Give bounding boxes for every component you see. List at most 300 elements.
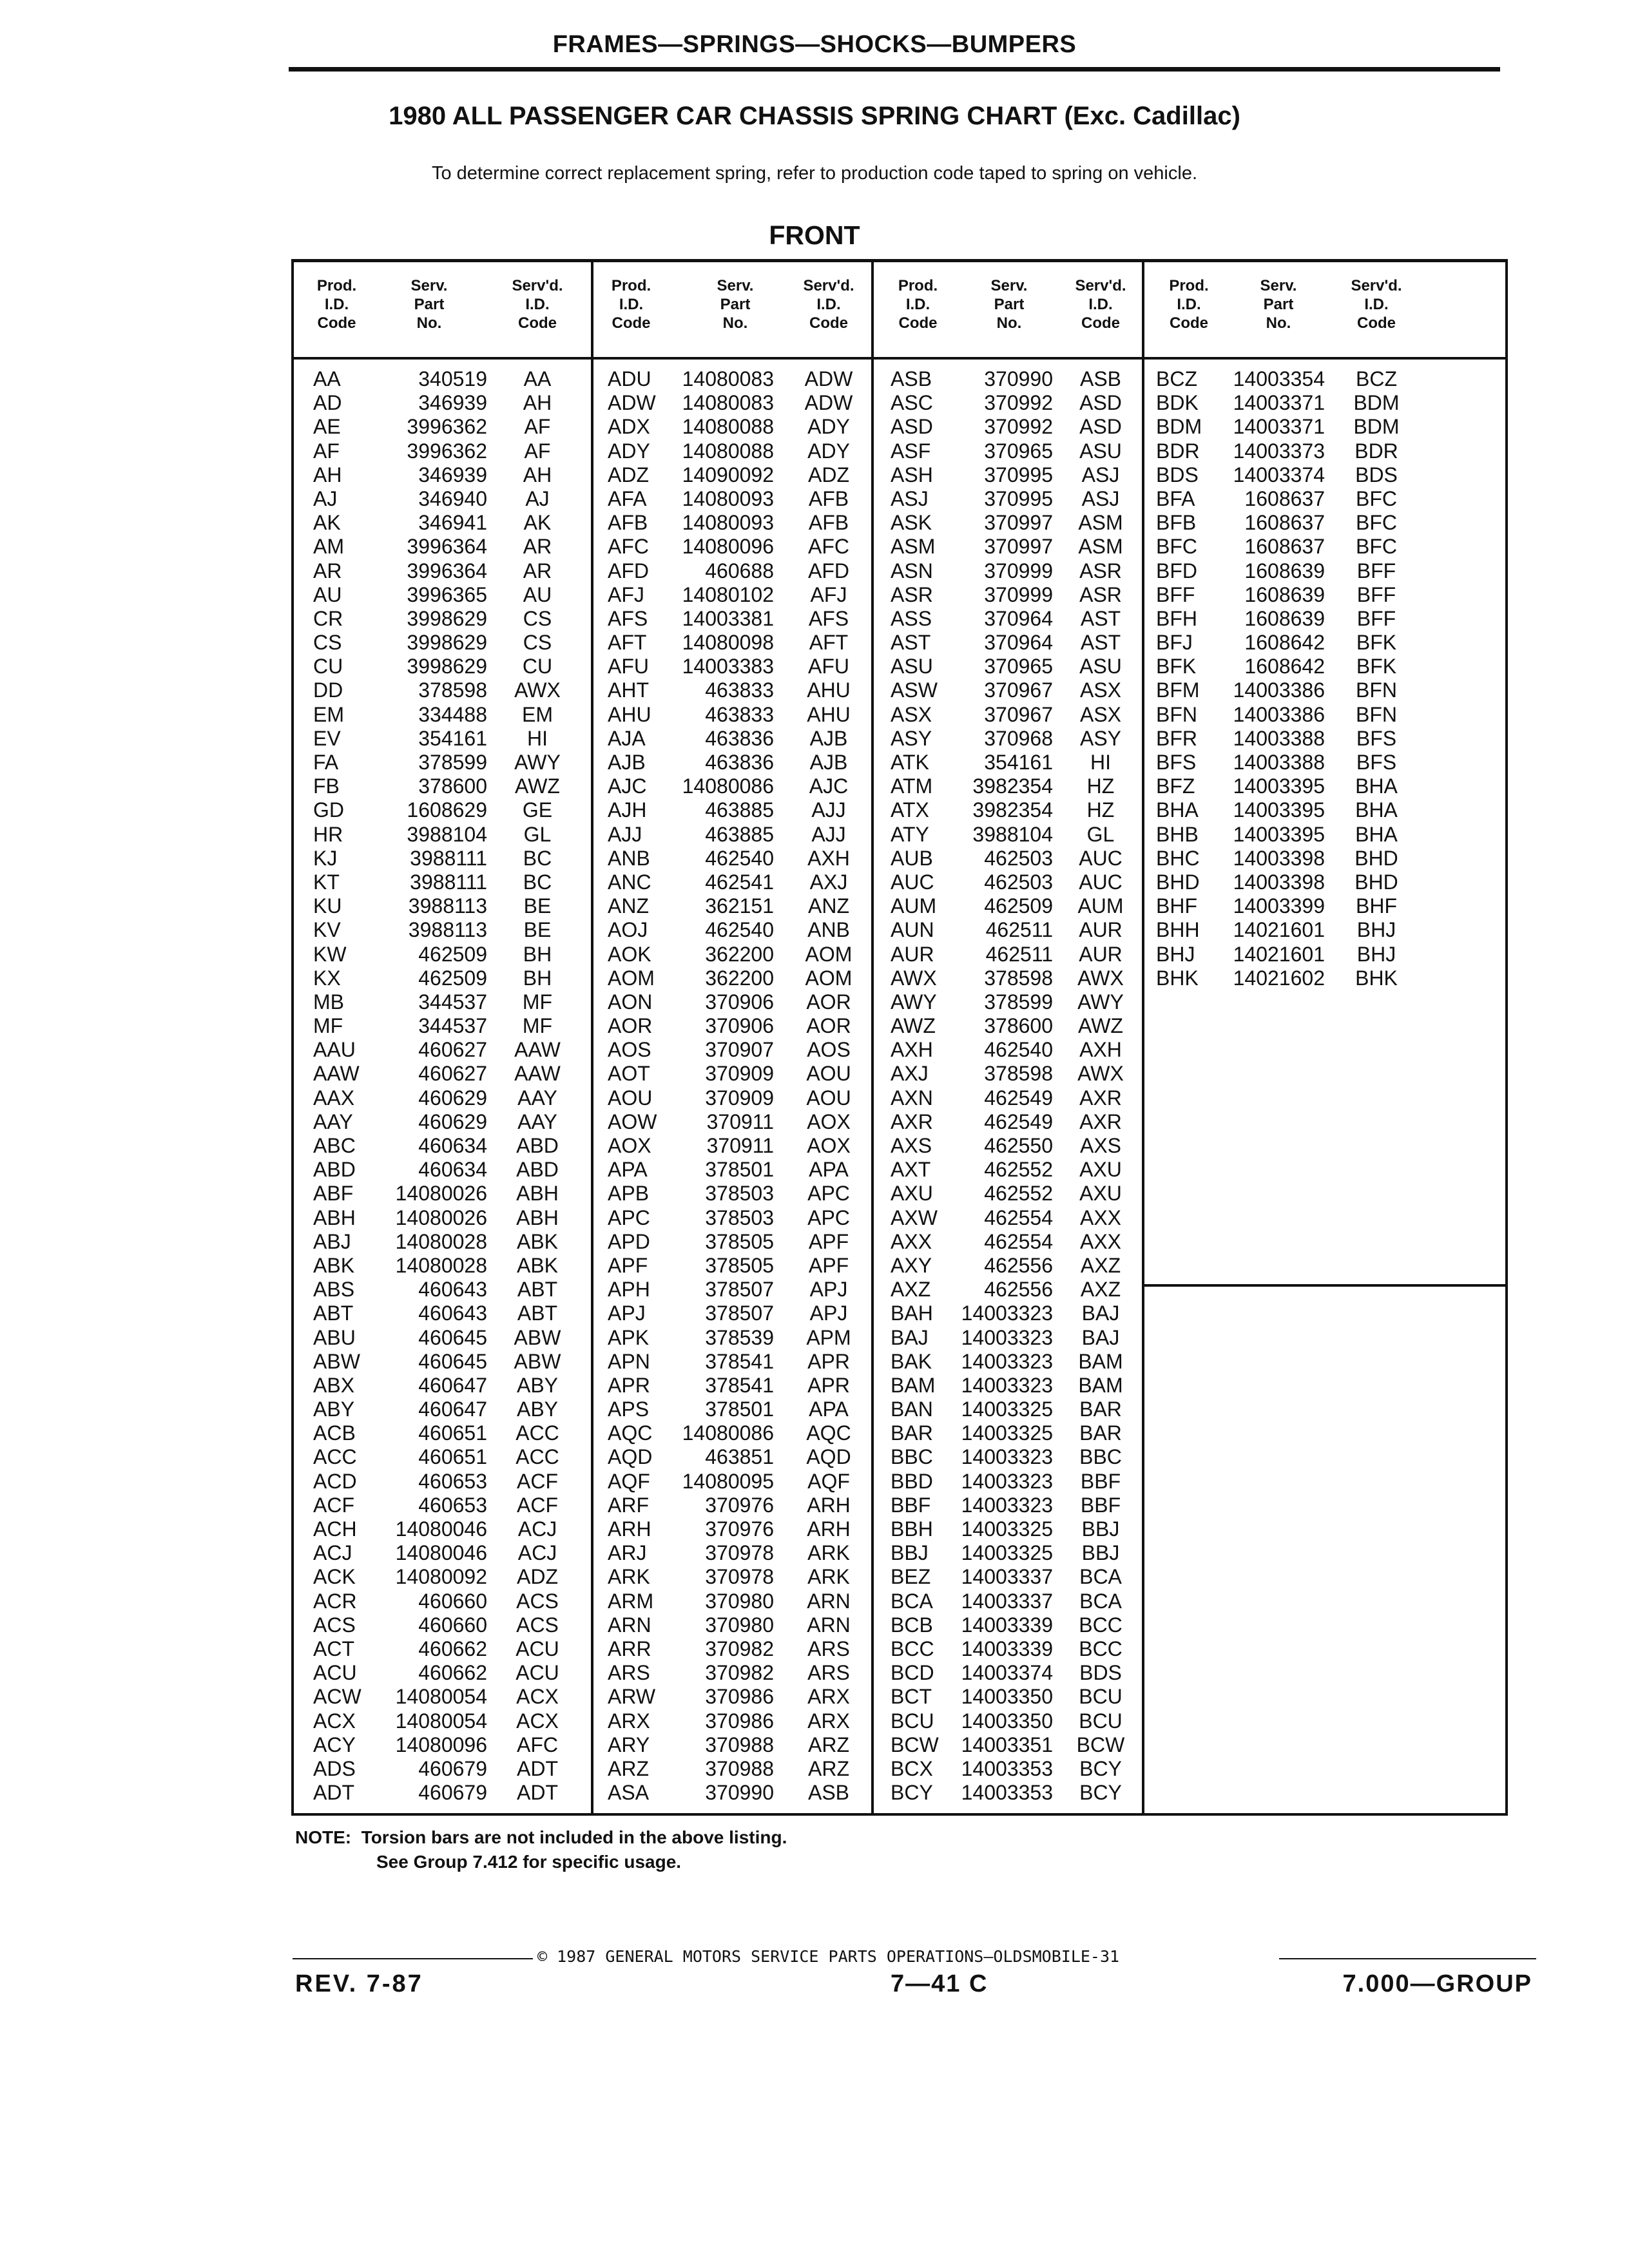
serv-part-no: 14003398 [1233,870,1325,894]
serv-part-no: 14003395 [1233,798,1325,822]
prod-id-code: ADT [313,1781,354,1805]
serv-part-no: 462556 [984,1253,1053,1277]
serv-part-no: 14080086 [682,774,774,798]
servd-id-code: AFB [808,511,849,535]
serv-part-no: 462556 [984,1278,1053,1302]
serv-part-no: 462540 [705,918,774,942]
servd-id-code: ABK [516,1229,559,1253]
servd-id-code: AUR [1079,918,1123,942]
servd-id-code: ADY [807,439,850,463]
servd-id-code: BCY [1079,1781,1122,1805]
chart-title: 1980 ALL PASSENGER CAR CHASSIS SPRING CHART (Exc. Cadillac) [389,102,1240,130]
prod-id-code: AXS [891,1134,932,1157]
serv-part-no: 3982354 [972,774,1053,798]
serv-part-no: 378539 [705,1325,774,1349]
prod-id-code: APA [608,1158,648,1182]
prod-id-code: AHT [608,678,649,702]
serv-part-no: 14003354 [1233,367,1325,390]
prod-id-code: ASJ [891,486,929,510]
prod-id-code: ACT [313,1637,354,1660]
serv-part-no: 14003386 [1233,702,1325,726]
serv-part-no: 378501 [705,1398,774,1421]
note-label: NOTE: [295,1827,352,1847]
prod-id-code: BFB [1156,511,1197,535]
serv-part-no: 463885 [705,798,774,822]
serv-part-no: 460660 [418,1613,487,1637]
prod-id-code: AU [313,582,342,606]
serv-part-no: 3988113 [408,918,487,942]
servd-id-code: AXU [1079,1158,1122,1182]
prod-id-code: AE [313,415,341,439]
serv-part-no: 354161 [418,726,487,750]
prod-id-code: AJH [608,798,647,822]
servd-id-code: BDS [1079,1661,1122,1685]
servd-id-code: ASR [1079,559,1122,582]
servd-id-code: AXH [1079,1038,1122,1062]
prod-id-code: ACU [313,1661,357,1685]
servd-id-code: BBJ [1081,1541,1120,1565]
serv-part-no: 14003351 [961,1733,1053,1756]
prod-id-code: HR [313,822,343,846]
serv-part-no: 14090092 [682,463,774,486]
servd-id-code: BH [523,966,552,990]
serv-part-no: 462503 [984,846,1053,870]
prod-id-code: ASU [891,655,933,678]
serv-part-no: 1608639 [1244,582,1325,606]
prod-id-code: ASB [891,367,932,390]
servd-id-code: ABK [516,1253,559,1277]
serv-part-no: 462552 [984,1158,1053,1182]
prod-id-code: AXX [891,1229,932,1253]
servd-id-code: AAW [514,1038,561,1062]
prod-id-code: BCB [891,1613,933,1637]
prod-id-code: BFM [1156,678,1200,702]
prod-id-code: AXY [891,1253,932,1277]
prod-id-code: AJA [608,726,646,750]
serv-part-no: 370976 [705,1517,774,1541]
servd-id-code: AOX [807,1134,851,1157]
servd-id-code: CS [523,631,552,655]
servd-id-code: AF [524,439,551,463]
servd-id-code: APJ [809,1302,848,1325]
serv-part-no: 14003398 [1233,846,1325,870]
servd-id-code: BFS [1356,751,1397,774]
servd-id-code: BE [523,918,552,942]
prod-id-code: ASD [891,415,933,439]
prod-id-code: ASK [891,511,932,535]
servd-id-code: ADW [804,391,853,415]
servd-id-code: ABW [514,1325,561,1349]
servd-id-code: BFF [1356,582,1396,606]
serv-part-no: 460647 [418,1373,487,1397]
servd-id-code: ACX [516,1709,559,1733]
servd-id-code: AOU [806,1062,851,1086]
serv-part-no: 14080028 [395,1253,487,1277]
prod-id-code: APK [608,1325,650,1349]
servd-id-code: ACU [516,1637,559,1660]
servd-id-code: AXX [1079,1229,1122,1253]
servd-id-code: BHA [1355,798,1398,822]
serv-part-no: 370999 [984,582,1053,606]
prod-id-code: AA [313,367,341,390]
prod-id-code: ARM [608,1589,654,1613]
serv-part-no: 370968 [984,726,1053,750]
serv-part-no: 378503 [705,1206,774,1229]
servd-id-code: AWY [1077,990,1124,1014]
servd-id-code: AWX [514,678,561,702]
serv-part-no: 14003323 [961,1469,1053,1493]
servd-id-code: BHK [1355,966,1398,990]
serv-part-no: 370990 [705,1781,774,1805]
serv-part-no: 462554 [984,1229,1053,1253]
servd-id-code: AH [523,463,552,486]
serv-part-no: 370976 [705,1493,774,1517]
serv-part-no: 462509 [418,942,487,966]
prod-id-code: ANZ [608,894,649,918]
servd-id-code: AFT [809,631,849,655]
prod-id-code: ARK [608,1565,650,1589]
servd-id-code: ABY [516,1398,559,1421]
serv-part-no: 14003371 [1233,415,1325,439]
serv-part-no: 460679 [418,1781,487,1805]
prod-id-code: AJB [608,751,646,774]
serv-part-no: 3988104 [407,822,487,846]
serv-part-no: 14003325 [961,1421,1053,1445]
servd-id-code: AFB [808,486,849,510]
servd-id-code: ABW [514,1349,561,1373]
prod-id-code: APF [608,1253,648,1277]
serv-part-no: 378541 [705,1349,774,1373]
serv-part-no: 460662 [418,1661,487,1685]
servd-id-code: ACC [516,1421,559,1445]
servd-id-code: AQC [806,1421,851,1445]
serv-part-no: 378505 [705,1253,774,1277]
prod-id-code: ARF [608,1493,649,1517]
serv-part-no: 3988111 [410,870,487,894]
prod-id-code: BDK [1156,391,1199,415]
servd-id-code: ARN [807,1589,851,1613]
serv-part-no: 14003383 [682,655,774,678]
serv-part-no: 460645 [418,1325,487,1349]
prod-id-code: BFD [1156,559,1197,582]
serv-part-no: 346941 [418,511,487,535]
prod-id-code: BCC [891,1637,934,1660]
serv-part-no: 1608639 [1244,606,1325,630]
serv-part-column [390,367,487,1805]
serv-part-no: 3988104 [972,822,1053,846]
servd-id-code: BBF [1080,1493,1121,1517]
servd-id-code: AOM [805,942,853,966]
prod-id-code: BAJ [891,1325,929,1349]
servd-id-code: ARK [807,1541,850,1565]
serv-part-no: 3998629 [407,606,487,630]
serv-part-no: 370964 [984,606,1053,630]
prod-id-code: AOU [608,1086,653,1110]
prod-id-code: ADX [608,415,650,439]
servd-id-code: BBF [1080,1469,1121,1493]
serv-part-no: 460627 [418,1038,487,1062]
serv-part-no: 378507 [705,1278,774,1302]
prod-id-code: ARZ [608,1756,649,1780]
servd-id-code: BDM [1353,391,1400,415]
servd-id-code: ACX [516,1685,559,1709]
servd-id-code: BAR [1079,1398,1122,1421]
serv-part-no: 462540 [705,846,774,870]
serv-part-no: 370988 [705,1756,774,1780]
servd-id-code: ACF [517,1469,558,1493]
serv-part-no: 14021601 [1233,942,1325,966]
serv-part-no: 14003325 [961,1517,1053,1541]
serv-part-no: 3982354 [972,798,1053,822]
serv-part-no: 3996364 [407,559,487,582]
serv-part-no: 14021601 [1233,918,1325,942]
prod-id-code: BFA [1156,486,1195,510]
servd-id-code: AR [523,559,552,582]
servd-id-code: ACJ [517,1517,557,1541]
serv-part-no: 378599 [418,751,487,774]
serv-part-no: 14003323 [961,1445,1053,1469]
note-text-2: See Group 7.412 for specific usage. [376,1852,682,1872]
serv-part-no: 370986 [705,1685,774,1709]
header-serv-part-no: Serv. Part No. [1260,277,1297,332]
serv-part-no: 370911 [706,1134,774,1157]
prod-id-code: AFJ [608,582,644,606]
servd-id-code: ADY [807,415,850,439]
serv-part-no: 14003323 [961,1493,1053,1517]
serv-part-no: 14003323 [961,1302,1053,1325]
serv-part-no: 3996364 [407,535,487,559]
servd-id-code: MF [522,1014,553,1038]
serv-part-column [938,367,1053,1805]
servd-id-code: BCY [1079,1756,1122,1780]
servd-id-code: AST [1080,631,1121,655]
prod-id-code: AST [891,631,931,655]
prod-id-code: BCU [891,1709,934,1733]
servd-id-column [790,367,867,1805]
prod-id-code: AOX [608,1134,651,1157]
column-header-row [874,262,1142,360]
servd-id-code: AA [523,367,552,390]
servd-id-code: BFC [1356,486,1397,510]
prod-id-code: AOM [608,966,655,990]
servd-id-code: ARH [807,1517,851,1541]
prod-id-code: ACF [313,1493,354,1517]
prod-id-code: AFT [608,631,647,655]
serv-part-no: 370997 [984,511,1053,535]
servd-id-code: ACF [517,1493,558,1517]
servd-id-code: AWY [514,751,561,774]
servd-id-code: AWZ [515,774,560,798]
prod-id-code: AH [313,463,342,486]
servd-id-column [1062,367,1139,1805]
servd-id-code: BFC [1356,535,1397,559]
prod-id-code: KV [313,918,341,942]
prod-id-code: BCW [891,1733,939,1756]
serv-part-no: 460629 [418,1110,487,1133]
prod-id-code: ABC [313,1134,356,1157]
prod-id-code: AHU [608,702,651,726]
prod-id-code: KT [313,870,340,894]
servd-id-code: ACC [516,1445,559,1469]
serv-part-no: 378541 [705,1373,774,1397]
servd-id-code: AAY [517,1110,557,1133]
prod-id-code: BAM [891,1373,936,1397]
serv-part-no: 14003350 [961,1685,1053,1709]
serv-part-no: 14003374 [961,1661,1053,1685]
prod-id-code: EM [313,702,344,726]
servd-id-code: AJC [809,774,849,798]
serv-part-no: 370964 [984,631,1053,655]
prod-id-code: BAR [891,1421,933,1445]
prod-id-code: KJ [313,846,338,870]
serv-part-no: 370978 [705,1541,774,1565]
prod-id-code: APN [608,1349,650,1373]
servd-id-code: APR [807,1373,850,1397]
servd-id-code: BDR [1354,439,1398,463]
header-servd-id-code: Serv'd. I.D. Code [803,277,854,332]
servd-id-code: ABT [517,1278,558,1302]
column-header-row [294,262,591,360]
footer-rule-left [293,1958,533,1959]
prod-id-code: ACY [313,1733,356,1756]
serv-part-no: 370990 [984,367,1053,390]
serv-part-no: 14080083 [682,367,774,390]
prod-id-code: AUB [891,846,933,870]
header-prod-id-code: Prod. I.D. Code [898,277,938,332]
servd-id-code: AWX [1077,1062,1124,1086]
serv-part-no: 14080102 [682,582,774,606]
serv-part-no: 3998629 [407,631,487,655]
serv-part-no: 14003323 [961,1325,1053,1349]
serv-part-no: 14003373 [1233,439,1325,463]
prod-id-code: APH [608,1278,650,1302]
serv-part-no: 370982 [705,1661,774,1685]
serv-part-no: 14003325 [961,1398,1053,1421]
prod-id-code: ASS [891,606,932,630]
servd-id-code: BCU [1079,1709,1123,1733]
prod-id-code: ACX [313,1709,356,1733]
servd-id-code: BCZ [1356,367,1397,390]
serv-part-no: 14003337 [961,1589,1053,1613]
section-heading: FRONT [769,220,860,250]
prod-id-code: BFH [1156,606,1197,630]
serv-part-no: 362200 [705,942,774,966]
servd-id-code: BC [523,846,552,870]
serv-part-no: 462511 [985,942,1053,966]
serv-part-no: 14080092 [395,1565,487,1589]
servd-id-code: BHA [1355,822,1398,846]
serv-part-no: 1608642 [1244,655,1325,678]
servd-id-code: BCC [1079,1613,1123,1637]
servd-id-code: ARZ [808,1756,849,1780]
prod-id-code: AFU [608,655,649,678]
servd-id-code: ARK [807,1565,850,1589]
serv-part-no: 346939 [418,391,487,415]
prod-id-code: BHK [1156,966,1199,990]
prod-id-code: ACS [313,1613,356,1637]
serv-part-no: 378505 [705,1229,774,1253]
prod-id-code: AF [313,439,340,463]
serv-part-no: 370907 [705,1038,774,1062]
servd-id-code: ARH [807,1493,851,1517]
prod-id-code: BHD [1156,870,1200,894]
prod-id-code: BFC [1156,535,1197,559]
prod-id-code: AON [608,990,653,1014]
servd-id-column [1338,367,1415,990]
servd-id-code: ASX [1079,678,1122,702]
prod-id-code: ABX [313,1373,355,1397]
serv-part-no: 14003388 [1233,726,1325,750]
servd-id-code: AH [523,391,552,415]
prod-id-code: ARY [608,1733,650,1756]
servd-id-code: AFU [808,655,849,678]
serv-part-no: 14080096 [395,1733,487,1756]
header-servd-id-code: Serv'd. I.D. Code [1075,277,1126,332]
serv-part-no: 14003374 [1233,463,1325,486]
serv-part-no: 463836 [705,751,774,774]
serv-part-no: 462511 [985,918,1053,942]
prod-id-code: GD [313,798,344,822]
servd-id-code: AXJ [809,870,848,894]
servd-id-code: AOM [805,966,853,990]
prod-id-code: ANB [608,846,650,870]
prod-id-code: KU [313,894,342,918]
prod-id-code: AOT [608,1062,650,1086]
servd-id-code: BHJ [1356,918,1396,942]
servd-id-code: ABD [516,1158,559,1182]
servd-id-code: AFC [808,535,849,559]
serv-part-no: 14003388 [1233,751,1325,774]
serv-part-no: 1608629 [407,798,487,822]
servd-id-code: AAW [514,1062,561,1086]
servd-id-code: EM [522,702,553,726]
servd-id-code: ASJ [1081,463,1120,486]
serv-part-no: 462503 [984,870,1053,894]
prod-id-code: BFN [1156,702,1197,726]
servd-id-code: ASB [1079,367,1122,390]
header-serv-part-no: Serv. Part No. [990,277,1028,332]
serv-part-no: 370911 [706,1110,774,1133]
prod-id-code: FA [313,751,339,774]
serv-part-no: 460634 [418,1158,487,1182]
prod-id-code: ACC [313,1445,357,1469]
servd-id-code: AXH [807,846,850,870]
servd-id-code: BDM [1353,415,1400,439]
serv-part-no: 462554 [984,1206,1053,1229]
servd-id-code: BHA [1355,774,1398,798]
serv-part-no: 370967 [984,678,1053,702]
prod-id-code: ABH [313,1206,356,1229]
serv-part-no: 378503 [705,1182,774,1206]
serv-part-no: 354161 [984,751,1053,774]
servd-id-code: AFC [517,1733,558,1756]
serv-part-no: 462540 [984,1038,1053,1062]
serv-part-no: 3996365 [407,582,487,606]
prod-id-code: AWX [891,966,937,990]
servd-id-code: ASU [1079,655,1122,678]
prod-id-code: ACW [313,1685,361,1709]
prod-id-code: ARN [608,1613,651,1637]
prod-id-code: BAN [891,1398,933,1421]
prod-id-code: BFR [1156,726,1197,750]
serv-part-no: 14080093 [682,486,774,510]
servd-id-code: BDS [1355,463,1398,486]
servd-id-code: BBJ [1081,1517,1120,1541]
prod-id-code: EV [313,726,341,750]
servd-id-code: BFN [1356,702,1397,726]
prod-id-code: AAW [313,1062,360,1086]
prod-id-code: KX [313,966,341,990]
